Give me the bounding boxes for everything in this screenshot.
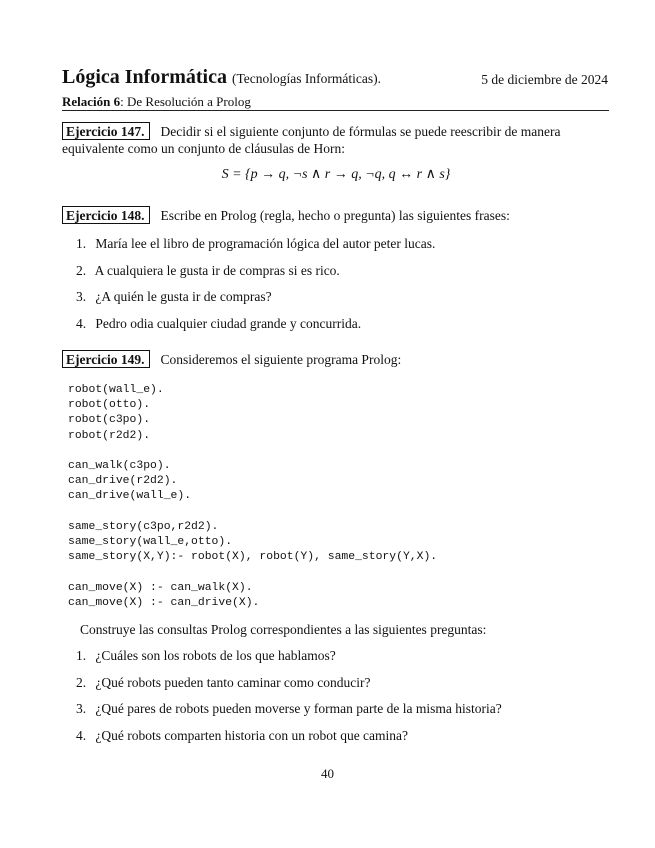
- list-item: 3. ¿A quién le gusta ir de compras?: [76, 289, 272, 304]
- list-item: 1. María lee el libro de programación lógica del autor peter lucas.: [76, 236, 436, 251]
- relation-heading: [62, 94, 251, 110]
- list-item: 2. ¿Qué robots pueden tanto caminar como conducir?: [76, 674, 371, 690]
- exercise-149: [62, 350, 610, 368]
- page-number: 40: [321, 766, 334, 781]
- header-divider: [62, 110, 609, 111]
- exercise-147-text: Decidir si el siguiente conjunto de fórmulas se puede reescribir de manera equivalente como un conjunto de cláusulas de Horn:: [62, 124, 561, 156]
- list-item: 3. ¿Qué pares de robots pueden moverse y forman parte de la misma historia?: [76, 701, 502, 716]
- exercise-147-label: Ejercicio 147.: [62, 122, 150, 140]
- exercise-148-list: [76, 236, 435, 342]
- course-title: Lógica Informática: [62, 66, 227, 88]
- page-title: [62, 66, 381, 89]
- exercise-148-text: Escribe en Prolog (regla, hecho o pregunta) las siguientes frases:: [160, 208, 510, 223]
- list-item: 4. Pedro odia cualquier ciudad grande y concurrida.: [76, 315, 362, 331]
- exercise-149-text: Consideremos el siguiente programa Prolog:: [160, 352, 402, 367]
- formula-set-s: S = {p → q, ¬s ∧ r → q, ¬q, q ↔ r ∧ s}: [221, 167, 451, 182]
- exercise-148-label: Ejercicio 148.: [62, 206, 150, 224]
- relation-text: : De Resolución a Prolog: [120, 94, 251, 109]
- header-date: 5 de diciembre de 2024: [481, 72, 608, 87]
- prolog-code-block: robot(wall_e). robot(otto). robot(c3po). robot(r2d2). can_walk(c3po). can_drive(r2d2). can_drive(wall_e). same_story(c3po,r2d2). same_story(wall_e,otto). same_story(X,Y):- robot(X), robot(Y), same_story(Y,X). can_move(X) :- can_walk(X). can_move(X) :- can_drive(X).: [68, 384, 438, 609]
- exercise-147: [62, 122, 610, 157]
- exercise-149-list: [76, 648, 502, 754]
- course-subtitle: (Tecnologías Informáticas).: [231, 71, 381, 86]
- list-item: 2. A cualquiera le gusta ir de compras si es rico.: [76, 262, 340, 278]
- exercise-148: [62, 206, 610, 224]
- list-item: 4. ¿Qué robots comparten historia con un robot que camina?: [76, 727, 409, 743]
- relation-label: Relación 6: [62, 94, 121, 109]
- list-item: 1. ¿Cuáles son los robots de los que hablamos?: [76, 648, 336, 663]
- exercise-149-label: Ejercicio 149.: [62, 350, 150, 368]
- queries-intro: Construye las consultas Prolog correspondientes a las siguientes preguntas:: [80, 622, 487, 637]
